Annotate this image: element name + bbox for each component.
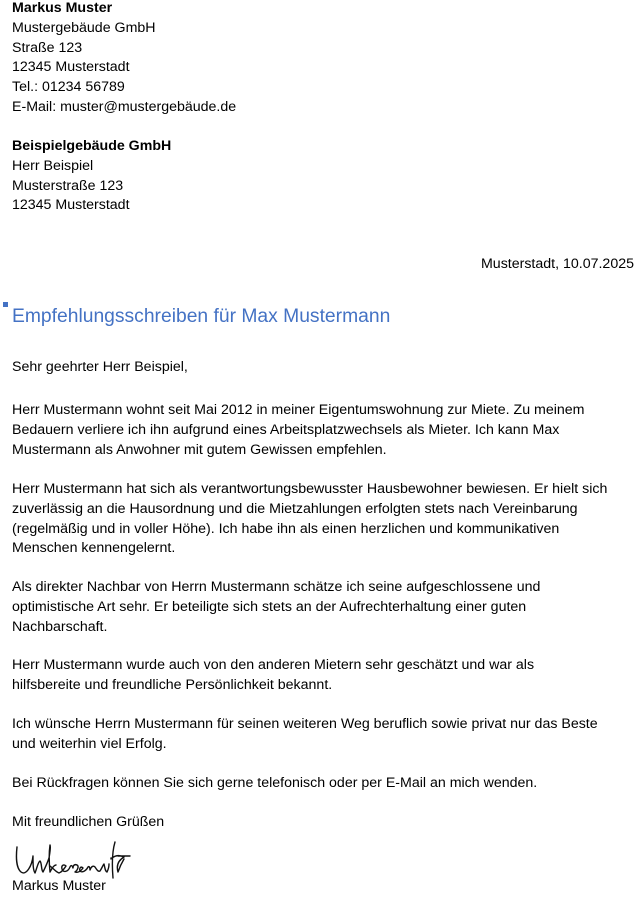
subject-marker (3, 302, 8, 307)
paragraph-line: Herr Mustermann wohnt seit Mai 2012 in meiner Eigentumswohnung zur Miete. Zu meinem (12, 402, 585, 418)
sender-phone: Tel.: 01234 56789 (12, 79, 125, 96)
paragraph-line: Bedauern verliere ich ihn aufgrund eines Arbeitsplatzwechsels als Mieter. Ich kann Max (12, 421, 560, 438)
paragraph-line: Mustermann als Anwohner mit gutem Gewissen empfehlen. (12, 441, 387, 458)
paragraph-line: (regelmäßig und in voller Höhe). Ich habe ihn als einen herzlichen und kommunikativen (12, 520, 560, 537)
paragraph-line: Nachbarschaft. (12, 618, 108, 635)
recipient-street: Musterstraße 123 (12, 177, 124, 194)
sender-company: Mustergebäude GmbH (12, 19, 156, 36)
paragraph-line: Bei Rückfragen können Sie sich gerne telefonisch oder per E-Mail an mich wenden. (12, 775, 538, 791)
signer-name: Markus Muster (12, 878, 106, 894)
sender-address (12, 0, 236, 118)
paragraph-line: Herr Mustermann hat sich als verantwortungsbewusster Hausbewohner bewiesen. Er hielt sich (12, 481, 608, 497)
paragraph-line: zuverlässig an die Hausordnung und die Mietzahlungen erfolgten stets nach Vereinbarung (12, 500, 578, 517)
paragraph-line: Herr Mustermann wurde auch von den anderen Mietern sehr geschätzt und war als (12, 657, 535, 673)
paragraph-line: hilfsbereite und freundliche Persönlichkeit bekannt. (12, 676, 333, 693)
recipient-company: Beispielgebäude GmbH (12, 138, 172, 154)
recipient-contact: Herr Beispiel (12, 157, 94, 174)
handwritten-signature (12, 838, 132, 880)
paragraph-line: und weiterhin viel Erfolg. (12, 735, 167, 752)
body-paragraph (12, 656, 637, 696)
recipient-address (12, 137, 171, 216)
recipient-city: 12345 Musterstadt (12, 197, 130, 214)
body-paragraph (12, 480, 637, 559)
sender-city: 12345 Musterstadt (12, 59, 130, 76)
sender-street: Straße 123 (12, 39, 83, 56)
letter-subject: Empfehlungsschreiben für Max Mustermann (12, 306, 391, 327)
paragraph-line: Als direkter Nachbar von Herrn Mustermann schätze ich seine aufgeschlossene und (12, 579, 541, 595)
body-paragraph (12, 715, 637, 755)
salutation: Sehr geehrter Herr Beispiel, (12, 359, 188, 375)
body-paragraph (12, 401, 637, 460)
letter-date: Musterstadt, 10.07.2025 (480, 256, 634, 272)
paragraph-line: optimistische Art sehr. Er beteiligte sich stets an der Aufrechterhaltung einer guten (12, 598, 527, 615)
sender-name: Markus Muster (12, 0, 113, 16)
closing: Mit freundlichen Grüßen (12, 814, 165, 830)
paragraph-line: Menschen kennengelernt. (12, 540, 176, 557)
sender-email: E-Mail: muster@mustergebäude.de (12, 98, 237, 115)
body-paragraph (12, 774, 637, 794)
paragraph-line: Ich wünsche Herrn Mustermann für seinen weiteren Weg beruflich sowie privat nur das Beste (12, 716, 598, 732)
body-paragraph (12, 578, 637, 637)
